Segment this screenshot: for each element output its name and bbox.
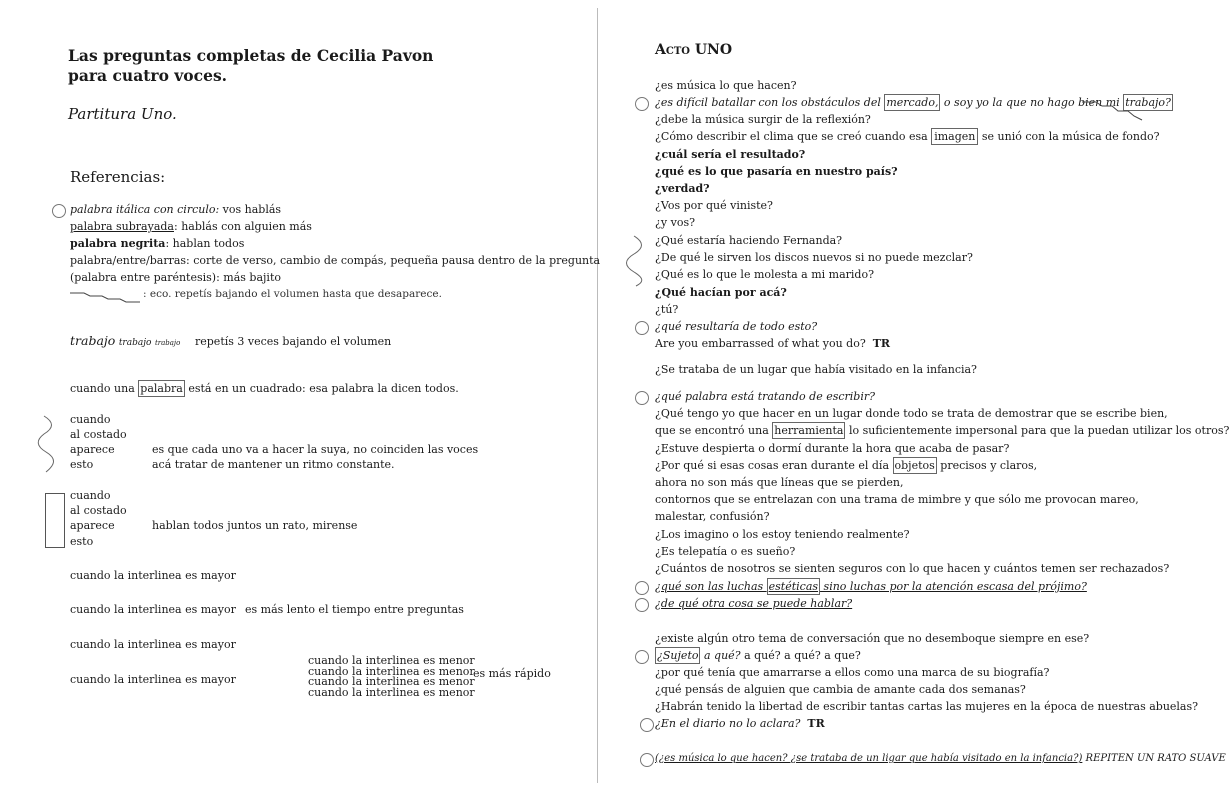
- ref-echo: : eco. repetís bajando el volumen hasta que desaparece.: [143, 288, 442, 300]
- ref-italic-desc: vos hablás: [219, 203, 282, 216]
- question-29-a: ¿qué son las luchas: [655, 580, 767, 593]
- question-12: ¿Qué es lo que le molesta a mi marido?: [655, 268, 874, 281]
- trabajo-mid: trabajo: [118, 338, 152, 348]
- title-line-1: Las preguntas completas de Cecilia Pavon: [68, 46, 434, 65]
- interlinea-menor-desc: es más rápido: [473, 667, 551, 680]
- question-3: ¿debe la música surgir de la reflexión?: [655, 113, 871, 126]
- question-32-b: a qué? a qué? a que?: [740, 649, 861, 662]
- ref-bold: [70, 235, 244, 252]
- question-37-tail: REPITEN UN RATO SUAVE: [1082, 753, 1226, 764]
- circle-marker: [52, 204, 66, 218]
- question-20-a: que se encontró una: [655, 424, 773, 437]
- wave-word-4: esto: [70, 458, 94, 471]
- question-20-b: lo suficientemente impersonal para que la puedan utilizar los otros?: [845, 424, 1229, 437]
- question-2-a: ¿es difícil batallar con los obstáculos del: [655, 96, 885, 109]
- question-21: ¿Estuve despierta o dormí durante la hora que acaba de pasar?: [655, 442, 1010, 455]
- interlinea-menor-block: [308, 656, 475, 698]
- question-7: ¿verdad?: [655, 182, 710, 195]
- question-17: ¿Se trataba de un lugar que había visitado en la infancia?: [655, 363, 977, 376]
- ref-trabajo: [70, 333, 180, 348]
- question-15: ¿qué resultaría de todo esto?: [655, 320, 818, 333]
- wave-word-3: aparece: [70, 443, 115, 456]
- question-25: malestar, confusión?: [655, 510, 770, 523]
- question-23: ahora no son más que líneas que se pierden,: [655, 476, 904, 489]
- question-37-text: (¿es música lo que hacen? ¿se trataba de un ligar que había visitado en la infancia?): [655, 753, 1083, 764]
- ref-box-pre: cuando una: [70, 382, 139, 395]
- question-36: [655, 715, 825, 732]
- question-11: ¿De qué le sirven los discos nuevos si no puede mezclar?: [655, 251, 973, 264]
- title-line-2: para cuatro voces.: [68, 66, 228, 85]
- question-16-text: Are you embarrassed of what you do?: [655, 337, 866, 350]
- ref-underlined-desc: : hablás con alguien más: [174, 220, 312, 233]
- interlinea-menor-2: cuando la interlinea es menor: [308, 664, 475, 678]
- question-28: ¿Cuántos de nosotros se sienten seguros con lo que hacen y cuántos temen ser rechazados?: [655, 562, 1170, 575]
- ref-italic-circle: [70, 201, 281, 218]
- question-5: ¿cuál sería el resultado?: [655, 148, 806, 161]
- question-32: [655, 647, 861, 664]
- question-22-b: precisos y claros,: [936, 459, 1038, 472]
- question-4-a: ¿Cómo describir el clima que se creó cuando esa: [655, 130, 932, 143]
- interlinea-mayor-3: cuando la interlinea es mayor: [70, 638, 236, 651]
- document-title: [68, 46, 433, 86]
- question-27: ¿Es telepatía o es sueño?: [655, 545, 796, 558]
- act-heading: Acto UNO: [655, 42, 733, 58]
- rect-word-1: cuando: [70, 489, 111, 502]
- wave-desc-1: es que cada uno va a hacer la suya, no coinciden las voces: [152, 443, 479, 456]
- interlinea-mayor-4: cuando la interlinea es mayor: [70, 673, 236, 686]
- question-10: ¿Qué estaría haciendo Fernanda?: [655, 234, 843, 247]
- question-24: contornos que se entrelazan con una trama de mimbre y que sólo me provocan mareo,: [655, 493, 1139, 506]
- wave-word-2: al costado: [70, 428, 127, 441]
- interlinea-mayor-2: cuando la interlinea es mayor: [70, 603, 236, 616]
- circle-marker: [640, 718, 654, 732]
- trabajo-desc: repetís 3 veces bajando el volumen: [195, 335, 392, 348]
- rect-desc: hablan todos juntos un rato, mirense: [152, 519, 358, 532]
- question-32-a: a qué?: [700, 649, 741, 662]
- rect-word-3: aparece: [70, 519, 115, 532]
- tr-marker: TR: [807, 717, 825, 730]
- question-37: [655, 750, 1226, 767]
- question-22-a: ¿Por qué si esas cosas eran durante el día: [655, 459, 893, 472]
- question-1: ¿es música lo que hacen?: [655, 79, 797, 92]
- question-20: [655, 422, 1229, 439]
- echo-squiggle-icon: [68, 290, 148, 304]
- question-13: ¿Qué hacían por acá?: [655, 286, 787, 299]
- ref-bold-desc: : hablan todos: [165, 237, 245, 250]
- echo-squiggle-icon: [1082, 100, 1146, 124]
- circle-marker: [635, 598, 649, 612]
- question-22: [655, 457, 1037, 474]
- interlinea-mayor-desc: es más lento el tiempo entre preguntas: [245, 603, 464, 616]
- question-2-b: o soy yo la que no hago bien mi: [940, 96, 1124, 109]
- question-16: [655, 335, 890, 352]
- question-4: [655, 128, 1160, 145]
- interlinea-mayor-1: cuando la interlinea es mayor: [70, 569, 236, 582]
- question-29-b: sino luchas por la atención escasa del prójimo?: [820, 580, 1087, 593]
- interlinea-menor-1: cuando la interlinea es menor: [308, 654, 475, 667]
- question-9: ¿y vos?: [655, 216, 695, 229]
- wave-marker-icon: [624, 234, 648, 288]
- ref-box-word: palabra: [140, 382, 183, 395]
- subtitle: Partitura Uno.: [68, 105, 177, 123]
- question-18: ¿qué palabra está tratando de escribir?: [655, 390, 876, 403]
- ref-box-post: está en un cuadrado: esa palabra la dicen todos.: [184, 382, 459, 395]
- question-35: ¿Habrán tenido la libertad de escribir tantas cartas las mujeres en la época de nuestras abuelas?: [655, 700, 1199, 713]
- question-31: ¿existe algún otro tema de conversación que no desemboque siempre en ese?: [655, 632, 1090, 645]
- question-22-box: objetos: [894, 459, 935, 472]
- question-32-box: ¿Sujeto: [657, 649, 699, 662]
- circle-marker: [635, 650, 649, 664]
- ref-slashes: palabra/entre/barras: corte de verso, cambio de compás, pequeña pausa dentro de la pregunta: [70, 254, 601, 267]
- wave-desc-2: acá tratar de mantener un ritmo constante.: [152, 458, 395, 471]
- rect-word-2: al costado: [70, 504, 127, 517]
- question-26: ¿Los imagino o los estoy teniendo realmente?: [655, 528, 910, 541]
- question-6: ¿qué es lo que pasaría en nuestro país?: [655, 165, 898, 178]
- wave-marker-icon: [38, 414, 60, 476]
- question-19: ¿Qué tengo yo que hacer en un lugar donde todo se trata de demostrar que se escribe bien,: [655, 407, 1168, 420]
- question-2-box-1: mercado,: [886, 96, 939, 109]
- question-2-box-2: trabajo?: [1125, 96, 1171, 109]
- question-29: [655, 578, 1087, 595]
- wave-word-1: cuando: [70, 413, 111, 426]
- ref-italic-label: palabra itálica con circulo:: [70, 203, 220, 216]
- circle-marker: [640, 753, 654, 767]
- interlinea-menor-3: cuando la interlinea es menor: [308, 675, 475, 688]
- question-14: ¿tú?: [655, 303, 679, 316]
- trabajo-big: trabajo: [70, 333, 116, 348]
- question-34: ¿qué pensás de alguien que cambia de amante cada dos semanas?: [655, 683, 1026, 696]
- circle-marker: [635, 391, 649, 405]
- question-4-b: se unió con la música de fondo?: [978, 130, 1160, 143]
- ref-box: [70, 380, 459, 397]
- page-divider: [597, 8, 598, 783]
- circle-marker: [635, 321, 649, 335]
- trabajo-small: trabajo: [154, 339, 181, 347]
- question-20-box: herramienta: [774, 424, 844, 437]
- question-33: ¿por qué tenía que amarrarse a ellos como una marca de su biografía?: [655, 666, 1050, 679]
- question-8: ¿Vos por qué viniste?: [655, 199, 773, 212]
- circle-marker: [635, 97, 649, 111]
- question-29-box: estéticas: [768, 580, 819, 593]
- rectangle-marker: [45, 493, 65, 548]
- circle-marker: [635, 581, 649, 595]
- question-30: ¿de qué otra cosa se puede hablar?: [655, 597, 853, 610]
- references-heading: Referencias:: [70, 168, 166, 186]
- ref-parenthesis: (palabra entre paréntesis): más bajito: [70, 271, 281, 284]
- ref-underlined: [70, 218, 312, 235]
- ref-underlined-label: palabra subrayada: [70, 220, 174, 233]
- question-36-text: ¿En el diario no lo aclara?: [655, 717, 801, 730]
- tr-marker: TR: [872, 337, 891, 350]
- ref-bold-label: palabra negrita: [70, 237, 166, 250]
- question-4-box: imagen: [931, 128, 978, 145]
- interlinea-menor-4: cuando la interlinea es menor: [308, 685, 475, 699]
- rect-word-4: esto: [70, 535, 94, 548]
